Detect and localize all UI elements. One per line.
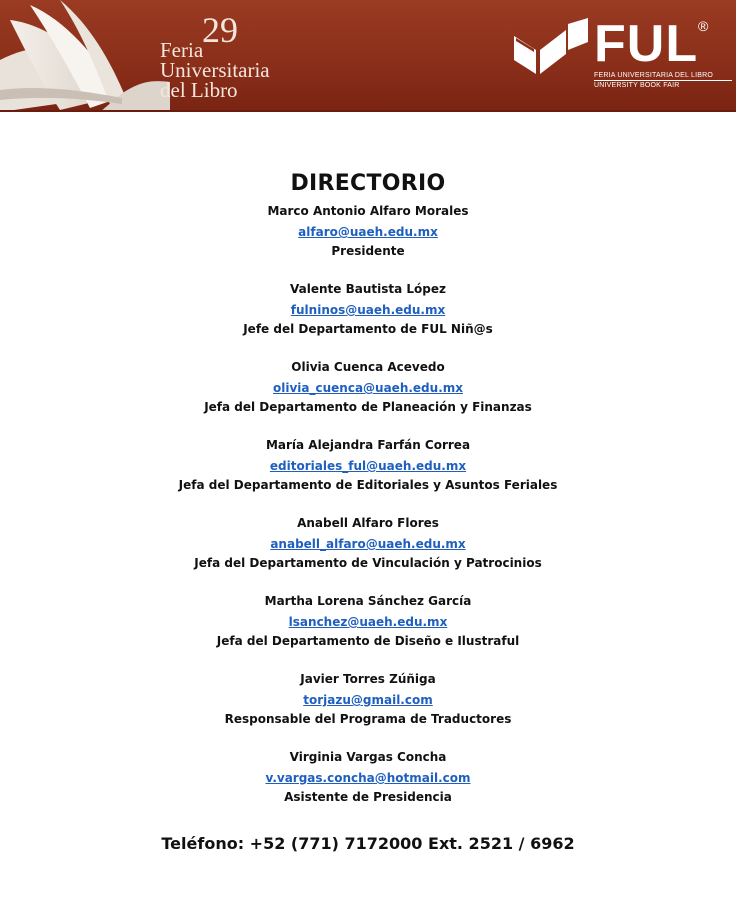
entry-name: Anabell Alfaro Flores [297, 516, 439, 530]
phone-number: Teléfono: +52 (771) 7172000 Ext. 2521 / 6962 [161, 834, 575, 853]
directory-entry [0, 202, 736, 261]
entry-role: Responsable del Programa de Traductores [224, 712, 512, 726]
entry-email-link[interactable]: lsanchez@uaeh.edu.mx [288, 615, 448, 629]
directory-entry [0, 436, 736, 495]
ful-logo [510, 16, 736, 96]
entry-email-link[interactable]: anabell_alfaro@uaeh.edu.mx [270, 537, 466, 551]
fair-title-logo [160, 10, 310, 105]
entry-email-link[interactable]: editoriales_ful@uaeh.edu.mx [269, 459, 467, 473]
ful-subtitle-en: UNIVERSITY BOOK FAIR [594, 82, 680, 89]
directory-entry [0, 280, 736, 339]
entry-email-link[interactable]: alfaro@uaeh.edu.mx [298, 225, 438, 239]
entry-role: Presidente [331, 244, 405, 258]
ful-divider [594, 80, 732, 81]
entry-email-link[interactable]: olivia_cuenca@uaeh.edu.mx [272, 381, 463, 395]
directory-entry [0, 670, 736, 729]
open-book-image [0, 0, 170, 112]
ful-subtitle-es: FERIA UNIVERSITARIA DEL LIBRO [594, 72, 713, 79]
directory-title: DIRECTORIO [290, 171, 446, 196]
fair-title-line-3: del Libro [160, 78, 238, 102]
entry-role: Jefa del Departamento de Vinculación y Patrocinios [194, 556, 542, 570]
ful-book-icon [510, 16, 590, 78]
directory-entry [0, 514, 736, 573]
registered-mark: ® [698, 18, 709, 34]
directory-entry [0, 748, 736, 807]
entry-name: Virginia Vargas Concha [289, 750, 447, 764]
ful-logo-text: FUL [594, 15, 699, 73]
entry-role: Jefa del Departamento de Planeación y Finanzas [204, 400, 532, 414]
directory-entry [0, 358, 736, 417]
entry-role: Jefa del Departamento de Diseño e Ilustraful [216, 634, 520, 648]
entry-name: Martha Lorena Sánchez García [264, 594, 472, 608]
entry-email-link[interactable]: torjazu@gmail.com [303, 693, 433, 707]
entry-role: Jefa del Departamento de Editoriales y Asuntos Feriales [178, 478, 558, 492]
entry-name: Valente Bautista López [290, 282, 446, 296]
entry-name: Olivia Cuenca Acevedo [291, 360, 445, 374]
entry-email-link[interactable]: fulninos@uaeh.edu.mx [290, 303, 446, 317]
entry-role: Jefe del Departamento de FUL Niñ@s [243, 322, 493, 336]
header-banner [0, 0, 736, 112]
directory-section [0, 165, 736, 826]
directory-entry [0, 592, 736, 651]
fair-title-line-2: Universitaria [160, 58, 270, 82]
fair-title-line-1: Feria [160, 38, 204, 62]
banner-bottom-edge [0, 110, 736, 112]
entry-email-link[interactable]: v.vargas.concha@hotmail.com [265, 771, 471, 785]
fair-edition-number: 29 [202, 10, 238, 50]
entry-name: Javier Torres Zúñiga [300, 672, 436, 686]
entry-name: María Alejandra Farfán Correa [265, 438, 471, 452]
entry-role: Asistente de Presidencia [284, 790, 452, 804]
entry-name: Marco Antonio Alfaro Morales [267, 204, 469, 218]
